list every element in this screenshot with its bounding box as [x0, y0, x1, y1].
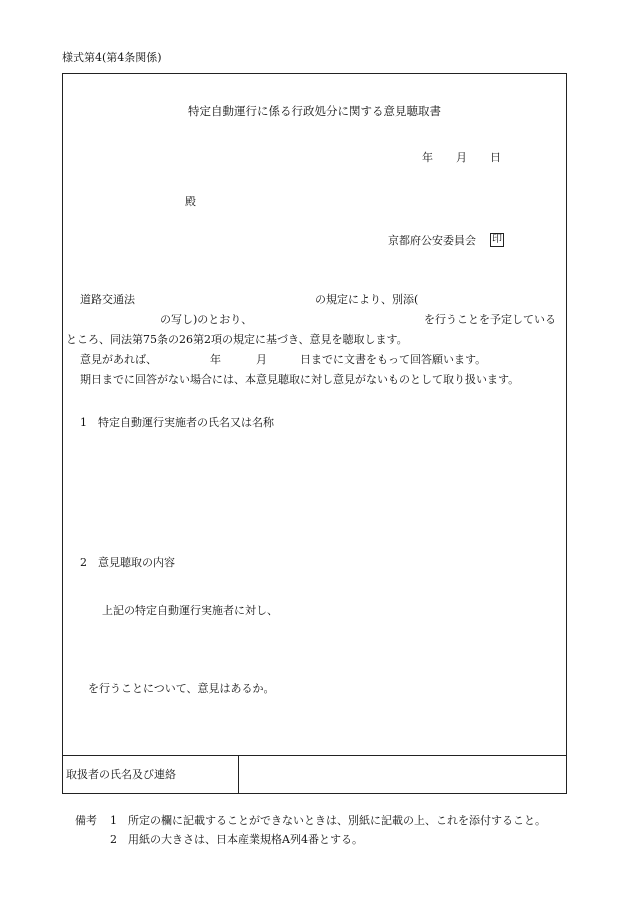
contact-column-divider [238, 755, 239, 794]
contact-row-divider [62, 755, 567, 756]
body-line5: 期日までに回答がない場合には、本意見聴取に対し意見がないものとして取り扱います。 [80, 373, 520, 386]
body-line2-b: を行うことを予定している [424, 313, 556, 326]
body-line1-b: の規定により、別添( [315, 293, 419, 306]
addressee-suffix: 殿 [185, 195, 196, 208]
section2-text1: 上記の特定自動運行実施者に対し、 [102, 604, 278, 617]
body-line4-month: 月 [256, 353, 267, 366]
body-line4-year: 年 [210, 353, 221, 366]
section2-text2: を行うことについて、意見はあるか。 [88, 682, 275, 695]
section1-heading: 1 特定自動運行実施者の氏名又は名称 [80, 416, 274, 429]
date-day-label: 日 [490, 151, 501, 164]
contact-label: 取扱者の氏名及び連絡 [66, 768, 176, 781]
body-line4-rest: 日までに文書をもって回答願います。 [300, 353, 487, 366]
body-line4-a: 意見があれば、 [80, 353, 157, 366]
issuer-name: 京都府公安委員会 [388, 234, 476, 247]
date-year-label: 年 [422, 151, 433, 164]
body-line1-a: 道路交通法 [80, 293, 135, 306]
notes-label: 備考 [75, 814, 97, 827]
seal-mark: 印 [492, 234, 502, 245]
body-line3: ところ、同法第75条の26第2項の規定に基づき、意見を聴取します。 [66, 333, 408, 346]
section2-heading: 2 意見聴取の内容 [80, 556, 175, 569]
form-number: 様式第4(第4条関係) [62, 51, 162, 64]
document-title: 特定自動運行に係る行政処分に関する意見聴取書 [188, 104, 441, 118]
date-month-label: 月 [456, 151, 467, 164]
body-line2-a: の写し)のとおり、 [160, 313, 253, 326]
note-1: 1 所定の欄に記載することができないときは、別紙に記載の上、これを添付すること。 [110, 814, 546, 827]
note-2: 2 用紙の大きさは、日本産業規格A列4番とする。 [110, 833, 363, 846]
